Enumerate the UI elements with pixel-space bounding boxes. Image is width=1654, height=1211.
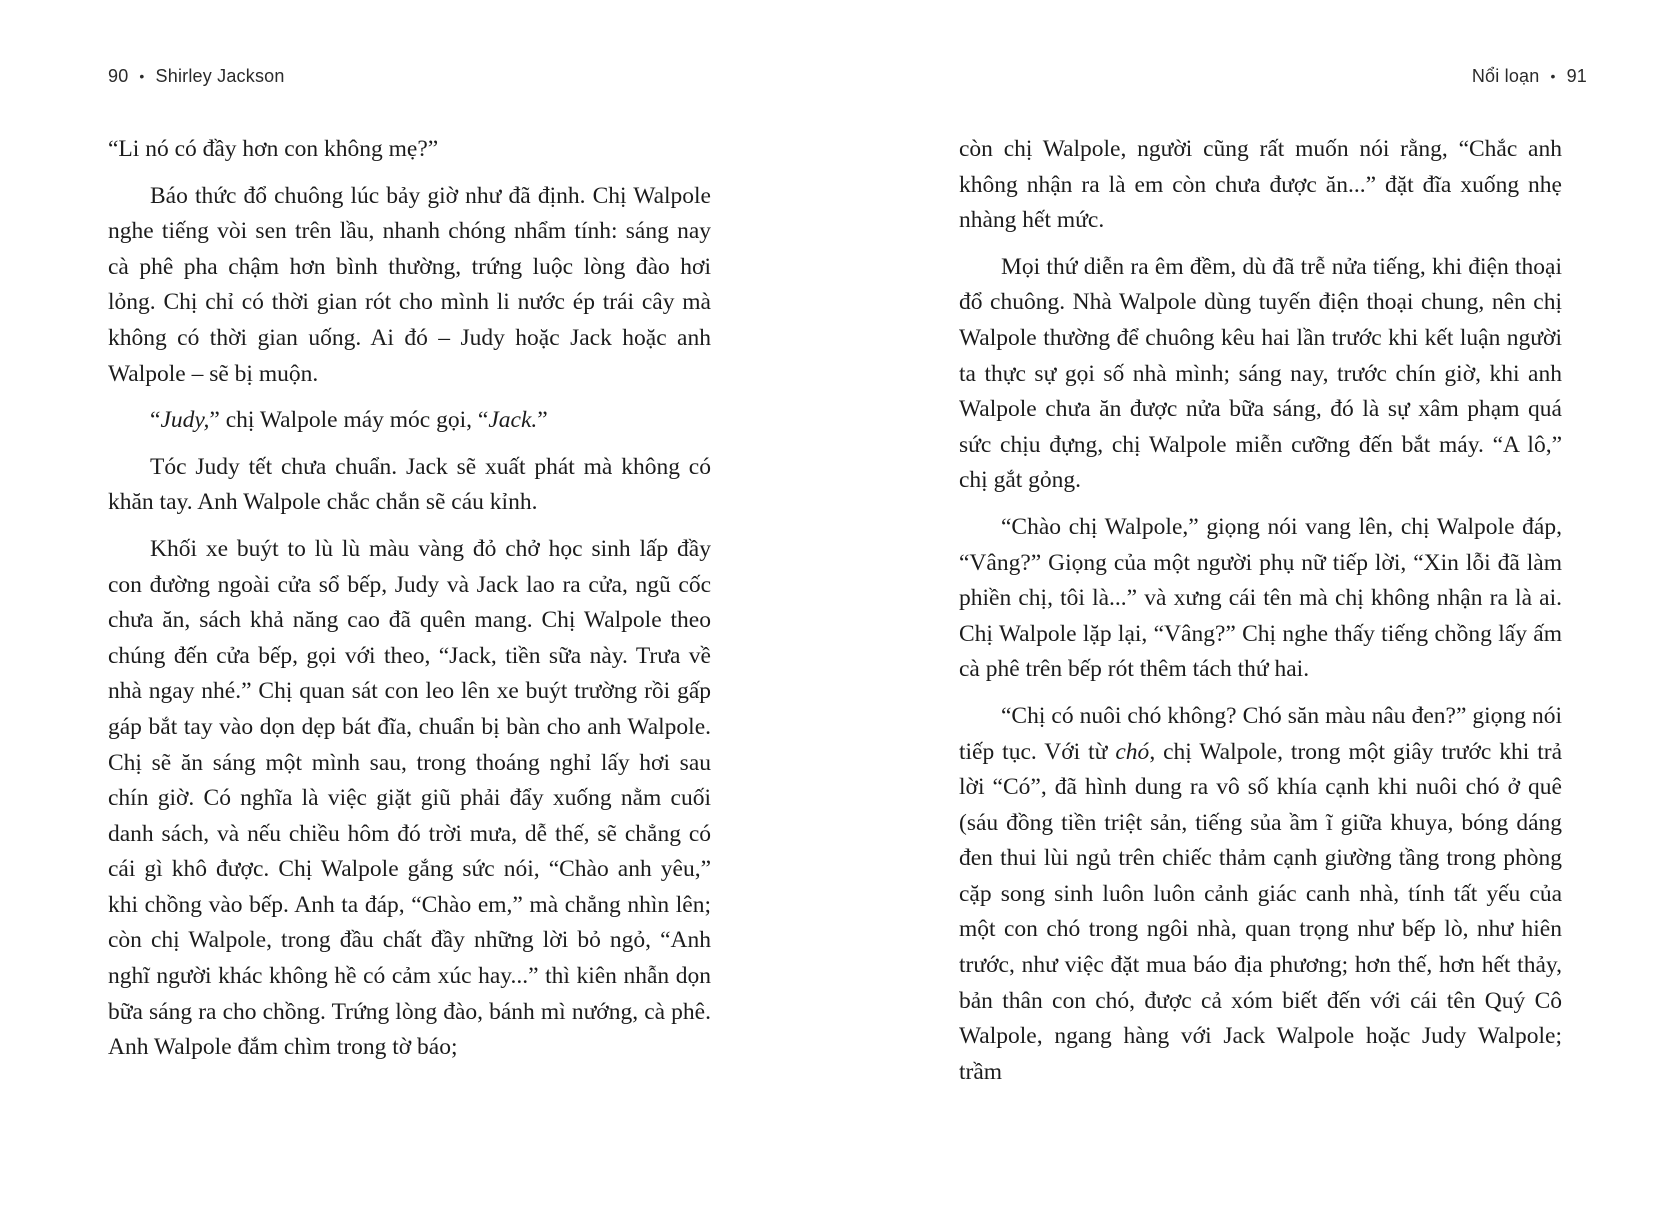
left-header-bullet: • [139, 68, 145, 84]
paragraph [959, 699, 1562, 1091]
left-running-head [108, 66, 285, 87]
right-header-bullet: • [1550, 68, 1556, 84]
right-body-text [959, 132, 1562, 1090]
left-body-text [108, 132, 711, 1066]
right-running-head [1472, 66, 1587, 87]
left-page-number: 90 [108, 66, 129, 86]
dialogue-paragraph [108, 403, 711, 439]
paragraph: Tóc Judy tết chưa chuẩn. Jack sẽ xuất phát mà không có khăn tay. Anh Walpole chắc chắn sẽ cáu kỉnh. [108, 453, 711, 516]
quote-open: “ [150, 407, 161, 434]
dialogue-middle: ” chị Walpole máy móc gọi, “ [209, 407, 489, 434]
paragraph-end: , chị Walpole, trong một giây trước khi trả lời “Có”, đã hình dung ra vô số khía cạnh khi nuôi chó ở quê (sáu đồng tiền triệt sản, tiếng sủa ầm ĩ giữa khuya, bóng dáng đen thui lùi ngủ trên chiếc thảm cạnh giường tầng trong phòng cặp song sinh luôn luôn cảnh giác canh nhà, tính tất yếu của một con chó trong ngôi nhà, quan trọng như bếp lò, như hiên trước, như việc đặt mua báo địa phương; hơn thế, hơn hết thảy, bản thân con chó, được cả xóm biết đến với cái tên Quý Cô Walpole, ngang hàng với Jack Walpole hoặc Judy Walpole; trầm [959, 738, 1563, 1085]
paragraph: Mọi thứ diễn ra êm đềm, dù đã trễ nửa tiếng, khi điện thoại đổ chuông. Nhà Walpole dùng tuyến điện thoại chung, nên chị Walpole thường để chuông kêu hai lần trước khi kết luận người ta thực sự gọi số nhà mình; sáng nay, trước chín giờ, khi anh Walpole chưa ăn được nửa bữa sáng, đó là sự xâm phạm quá sức chịu đựng, chị Walpole miễn cưỡng đến bắt máy. “A lô,” chị gắt gỏng. [959, 253, 1562, 494]
paragraph: Khối xe buýt to lù lù màu vàng đỏ chở học sinh lấp đầy con đường ngoài cửa sổ bếp, Judy và Jack lao ra cửa, ngũ cốc chưa ăn, sách khả năng cao đã quên mang. Chị Walpole theo chúng đến cửa bếp, gọi với theo, “Jack, tiền sữa này. Trưa về nhà ngay nhé.” Chị quan sát con leo lên xe buýt trường rồi gấp gáp bắt tay vào dọn dẹp bát đĩa, chuẩn bị bàn cho anh Walpole. Chị sẽ ăn sáng một mình sau, trong thoáng nghỉ lấy hơi sau chín giờ. Có nghĩa là việc giặt giũ phải đẩy xuống nằm cuối danh sách, và nếu chiều hôm đó trời mưa, dễ thế, sẽ chẳng có cái gì khô được. Chị Walpole gắng sức nói, “Chào anh yêu,” khi chồng vào bếp. Anh ta đáp, “Chào em,” mà chẳng nhìn lên; còn chị Walpole, trong đầu chất đầy những lời bỏ ngỏ, “Anh nghĩ người khác không hề có cảm xúc hay...” thì kiên nhẫn dọn bữa sáng ra cho chồng. Trứng lòng đào, bánh mì nướng, cà phê. Anh Walpole đắm chìm trong tờ báo; [108, 535, 711, 1061]
paragraph: “Chào chị Walpole,” giọng nói vang lên, chị Walpole đáp, “Vâng?” Giọng của một người phụ nữ tiếp lời, “Xin lỗi đã làm phiền chị, tôi là...” và xưng cái tên mà chị không nhận ra là ai. Chị Walpole lặp lại, “Vâng?” Chị nghe thấy tiếng chồng lấy ấm cà phê trên bếp rót thêm tách thứ hai. [959, 513, 1562, 683]
paragraph: “Li nó có đầy hơn con không mẹ?” [108, 136, 439, 162]
paragraph: còn chị Walpole, người cũng rất muốn nói rằng, “Chắc anh không nhận ra là em còn chưa được ăn...” đặt đĩa xuống nhẹ nhàng hết mức. [959, 136, 1562, 234]
quote-close: ” [537, 407, 548, 434]
chapter-title: Nổi loạn [1471, 66, 1540, 86]
italic-word: chó [1115, 738, 1150, 765]
italic-name-jack: Jack. [488, 407, 538, 434]
right-page-number: 91 [1566, 66, 1587, 86]
italic-name-judy: Judy, [160, 407, 210, 434]
paragraph-start: “Chị có nuôi chó không? Chó săn màu nâu đen?” giọng nói tiếp tục. Với từ [959, 702, 1562, 765]
paragraph: Báo thức đổ chuông lúc bảy giờ như đã định. Chị Walpole nghe tiếng vòi sen trên lầu, nhanh chóng nhẩm tính: sáng nay cà phê pha chậm hơn bình thường, trứng luộc lòng đào hơi lỏng. Chị chỉ có thời gian rót cho mình li nước ép trái cây mà không có thời gian uống. Ai đó – Judy hoặc Jack hoặc anh Walpole – sẽ bị muộn. [108, 182, 711, 387]
right-page [827, 0, 1654, 1211]
author-name: Shirley Jackson [155, 66, 285, 86]
